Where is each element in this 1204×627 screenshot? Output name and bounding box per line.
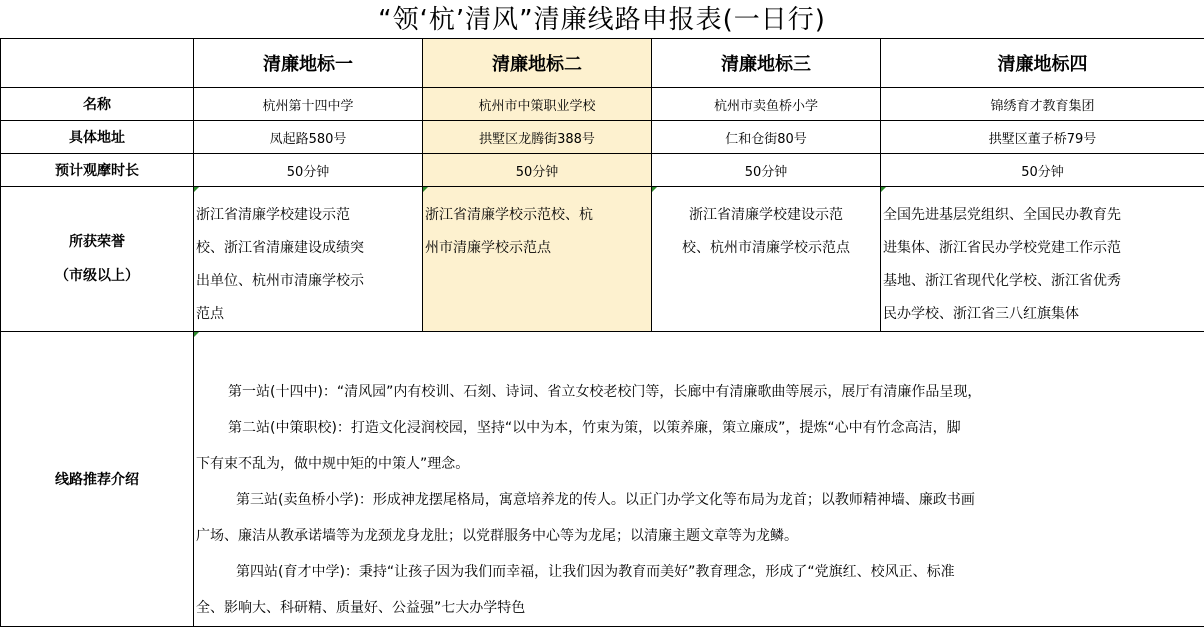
duration-cell-3: 50分钟	[652, 154, 881, 187]
address-cell-4: 拱墅区董子桥79号	[881, 121, 1204, 154]
honors-line: 民办学校、浙江省三八红旗集体	[883, 298, 1202, 331]
intro-line: 第四站(育才中学)：秉持“让孩子因为我们而幸福，让我们因为教育而美好”教育理念，形成了“党旗红、校风正、标准	[194, 554, 1204, 590]
intro-row	[1, 332, 1204, 627]
column-header-2: 清廉地标二	[423, 39, 652, 88]
honors-row-label	[1, 187, 194, 332]
honors-line: 校、杭州市清廉学校示范点	[654, 232, 878, 265]
honors-line: 浙江省清廉学校建设示范	[196, 199, 420, 232]
header-row	[1, 39, 1204, 88]
honors-line: 出单位、杭州市清廉学校示	[196, 265, 420, 298]
duration-row-label: 预计观摩时长	[1, 154, 194, 187]
address-cell-1: 凤起路580号	[194, 121, 423, 154]
intro-line: 第一站(十四中)：“清风园”内有校训、石刻、诗词、省立女校老校门等，长廊中有清廉歌曲等展示，展厅有清廉作品呈现，	[194, 374, 1204, 410]
honors-row	[1, 187, 1204, 332]
honors-line: 浙江省清廉学校建设示范	[654, 199, 878, 232]
intro-line: 广场、廉洁从教承诺墙等为龙颈龙身龙肚；以党群服务中心等为龙尾；以清廉主题文章等为龙鳞。	[194, 518, 1204, 554]
honors-cell-4	[881, 187, 1204, 332]
intro-line: 第二站(中策职校)：打造文化浸润校园，坚持“以中为本，竹束为策，以策养廉，策立廉成”，提炼“心中有竹念高洁，脚	[194, 410, 1204, 446]
intro-cell	[194, 332, 1204, 627]
address-cell-2: 拱墅区龙腾街388号	[423, 121, 652, 154]
honors-line: 范点	[196, 298, 420, 331]
honors-line: 校、浙江省清廉建设成绩突	[196, 232, 420, 265]
honors-line: 州市清廉学校示范点	[425, 232, 649, 265]
intro-row-label: 线路推荐介绍	[1, 332, 194, 627]
name-row-label: 名称	[1, 88, 194, 121]
comment-marker-icon	[194, 187, 199, 192]
page-title: “领‘杭’清风”清廉线路申报表(一日行)	[0, 0, 1204, 38]
honors-line: 浙江省清廉学校示范校、杭	[425, 199, 649, 232]
duration-cell-1: 50分钟	[194, 154, 423, 187]
honors-label-line-1: 所获荣誉	[1, 225, 193, 259]
column-header-3: 清廉地标三	[652, 39, 881, 88]
honors-line: 基地、浙江省现代化学校、浙江省优秀	[883, 265, 1202, 298]
name-row	[1, 88, 1204, 121]
name-cell-2: 杭州市中策职业学校	[423, 88, 652, 121]
route-application-table	[0, 38, 1204, 627]
comment-marker-icon	[194, 332, 199, 337]
comment-marker-icon	[881, 187, 886, 192]
duration-row	[1, 154, 1204, 187]
intro-line: 全、影响大、科研精、质量好、公益强”七大办学特色	[194, 590, 1204, 626]
duration-cell-2: 50分钟	[423, 154, 652, 187]
name-cell-3: 杭州市卖鱼桥小学	[652, 88, 881, 121]
honors-line: 全国先进基层党组织、全国民办教育先	[883, 199, 1202, 232]
name-cell-4: 锦绣育才教育集团	[881, 88, 1204, 121]
address-cell-3: 仁和仓街80号	[652, 121, 881, 154]
honors-label-line-2: （市级以上）	[1, 259, 193, 293]
comment-marker-icon	[423, 187, 428, 192]
comment-marker-icon	[652, 187, 657, 192]
column-header-4: 清廉地标四	[881, 39, 1204, 88]
address-row-label: 具体地址	[1, 121, 194, 154]
honors-line: 进集体、浙江省民办学校党建工作示范	[883, 232, 1202, 265]
honors-cell-2	[423, 187, 652, 332]
honors-cell-1	[194, 187, 423, 332]
intro-line: 第三站(卖鱼桥小学)：形成神龙摆尾格局，寓意培养龙的传人。以正门办学文化等布局为龙首；以教师精神墙、廉政书画	[194, 482, 1204, 518]
name-cell-1: 杭州第十四中学	[194, 88, 423, 121]
address-row	[1, 121, 1204, 154]
honors-cell-3	[652, 187, 881, 332]
duration-cell-4: 50分钟	[881, 154, 1204, 187]
intro-line: 下有束不乱为，做中规中矩的中策人”理念。	[194, 446, 1204, 482]
column-header-1: 清廉地标一	[194, 39, 423, 88]
header-corner-cell	[1, 39, 194, 88]
